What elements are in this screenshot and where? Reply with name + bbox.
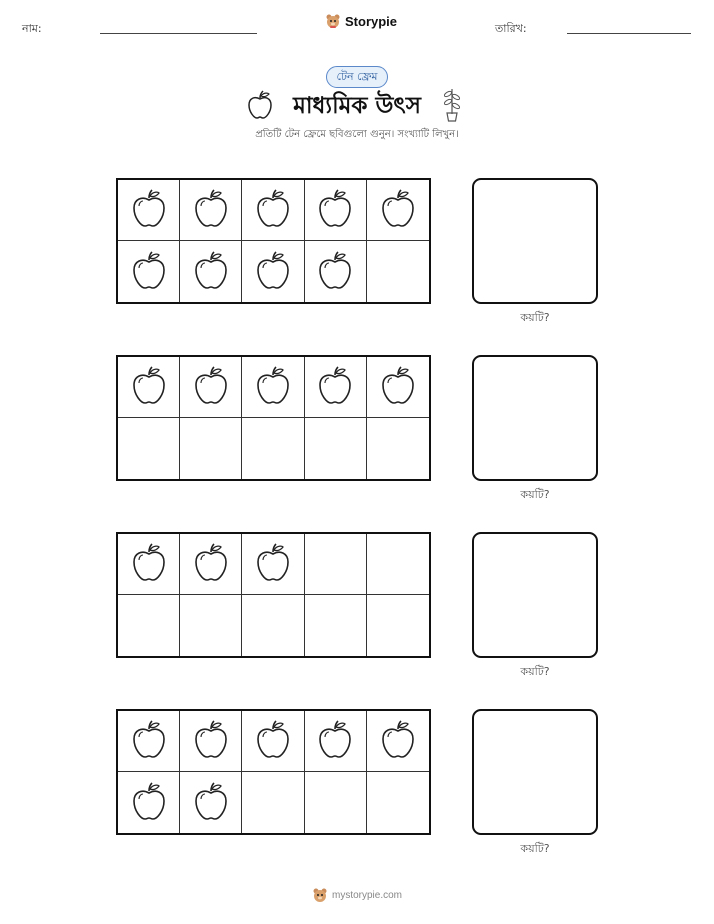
name-label: নাম: xyxy=(22,22,42,35)
ten-frame xyxy=(116,532,431,658)
ten-frame-cell xyxy=(242,357,304,418)
footer-url[interactable]: mystorypie.com xyxy=(331,889,402,901)
ten-frame-cell xyxy=(118,711,180,772)
answer-box[interactable] xyxy=(472,532,598,658)
ten-frame-cell xyxy=(367,418,429,479)
apple-icon xyxy=(193,719,229,763)
answer-box[interactable] xyxy=(472,709,598,835)
answer-box[interactable] xyxy=(472,178,598,304)
worksheet-title: মাধ্যমিক উৎস xyxy=(293,93,421,119)
apple-icon xyxy=(255,542,291,586)
ten-frame-cell xyxy=(305,534,367,595)
apple-icon xyxy=(131,781,167,825)
plant-icon xyxy=(442,86,462,122)
brand-name: Storypie xyxy=(345,13,398,29)
ten-frame-cell xyxy=(305,180,367,241)
ten-frame-cell xyxy=(180,711,242,772)
apple-icon xyxy=(131,365,167,409)
ten-frame-cell xyxy=(118,357,180,418)
date-line[interactable] xyxy=(567,33,691,34)
apple-icon xyxy=(193,781,229,825)
ten-frame-cell xyxy=(180,357,242,418)
ten-frame-cell xyxy=(118,595,180,656)
ten-frame-cell xyxy=(118,418,180,479)
answer-box[interactable] xyxy=(472,355,598,481)
apple-icon xyxy=(131,719,167,763)
ten-frame-cell xyxy=(367,241,429,302)
apple-icon xyxy=(380,719,416,763)
apple-icon xyxy=(380,365,416,409)
ten-frame-cell xyxy=(118,772,180,833)
ten-frame-cell xyxy=(367,711,429,772)
apple-icon xyxy=(193,365,229,409)
ten-frame-cell xyxy=(367,357,429,418)
ten-frame-cell xyxy=(180,772,242,833)
ten-frame-cell xyxy=(367,534,429,595)
brand-logo xyxy=(325,13,397,29)
ten-frame-cell xyxy=(305,418,367,479)
ten-frame-cell xyxy=(242,180,304,241)
apple-icon xyxy=(380,188,416,232)
ten-frame xyxy=(116,709,431,835)
apple-icon xyxy=(193,542,229,586)
ten-frame-cell xyxy=(367,595,429,656)
answer-label: কয়টি? xyxy=(520,488,550,501)
ten-frame xyxy=(116,355,431,481)
apple-icon xyxy=(131,250,167,294)
ten-frame-cell xyxy=(118,241,180,302)
ten-frame-cell xyxy=(242,772,304,833)
apple-icon xyxy=(255,365,291,409)
ten-frame-cell xyxy=(367,772,429,833)
apple-icon xyxy=(255,188,291,232)
apple-icon xyxy=(131,542,167,586)
apple-icon xyxy=(317,188,353,232)
ten-frame-cell xyxy=(242,241,304,302)
ten-frame-cell xyxy=(242,595,304,656)
answer-label: কয়টি? xyxy=(520,665,550,678)
ten-frame-cell xyxy=(242,711,304,772)
apple-icon xyxy=(317,250,353,294)
ten-frame-cell xyxy=(367,180,429,241)
worksheet-tag: টেন ফ্রেম xyxy=(326,66,387,88)
ten-frame-cell xyxy=(180,418,242,479)
ten-frame-cell xyxy=(305,357,367,418)
ten-frame-cell xyxy=(118,180,180,241)
ten-frame xyxy=(116,178,431,304)
worksheet-instructions: প্রতিটি টেন ফ্রেমে ছবিগুলো গুনুন। সংখ্যাটি লিখুন। xyxy=(255,129,459,140)
answer-label: কয়টি? xyxy=(520,842,550,855)
ten-frame-cell xyxy=(305,772,367,833)
bear-icon xyxy=(325,13,341,29)
ten-frame-cell xyxy=(242,534,304,595)
ten-frame-cell xyxy=(180,241,242,302)
apple-icon xyxy=(255,250,291,294)
apple-icon xyxy=(255,719,291,763)
ten-frame-cell xyxy=(180,534,242,595)
ten-frame-cell xyxy=(305,595,367,656)
apple-icon xyxy=(317,719,353,763)
apple-icon xyxy=(193,250,229,294)
apple-icon xyxy=(193,188,229,232)
answer-label: কয়টি? xyxy=(520,311,550,324)
apple-icon xyxy=(131,188,167,232)
apple-icon xyxy=(317,365,353,409)
ten-frame-cell xyxy=(305,711,367,772)
ten-frame-cell xyxy=(305,241,367,302)
date-label: তারিখ: xyxy=(495,22,527,35)
bear-icon xyxy=(312,887,328,903)
ten-frame-cell xyxy=(180,595,242,656)
ten-frame-cell xyxy=(118,534,180,595)
footer xyxy=(312,887,402,903)
ten-frame-cell xyxy=(242,418,304,479)
ten-frame-cell xyxy=(180,180,242,241)
name-line[interactable] xyxy=(100,33,257,34)
